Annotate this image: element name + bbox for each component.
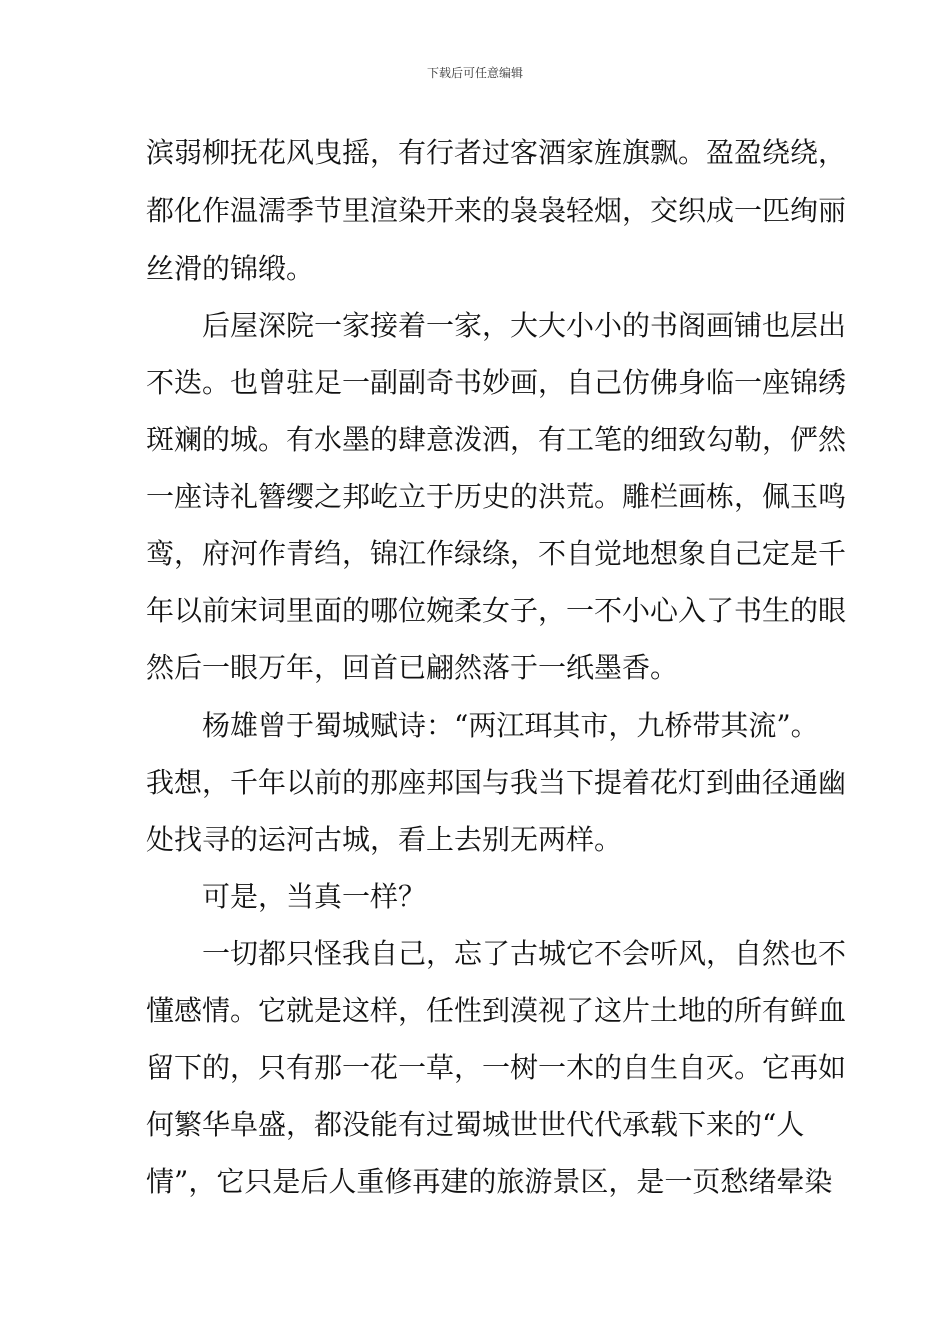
text-line-1: 滨弱柳抚花风曳摇，有行者过客酒家旌旗飘。盈盈绕绕， [146,136,847,169]
text-line-11: 杨雄曾于蜀城赋诗：“两江珥其市，九桥带其流”。 [146,709,819,742]
text-line-18: 何繁华阜盛，都没能有过蜀城世世代代承载下来的“人 [146,1108,805,1141]
text-line-13: 处找寻的运河古城，看上去别无两样。 [146,823,623,856]
text-line-12: 我想，千年以前的那座邦国与我当下提着花灯到曲径通幽 [146,766,847,799]
text-line-14: 可是，当真一样？ [146,880,427,913]
text-line-5: 不迭。也曾驻足一副副奇书妙画，自己仿佛身临一座锦绣 [146,366,847,399]
text-line-3: 丝滑的锦缎。 [146,252,315,285]
text-line-9: 年以前宋词里面的哪位婉柔女子，一不小心入了书生的眼 [146,594,847,627]
text-line-19: 情”，它只是后人重修再建的旅游景区，是一页愁绪晕染 [146,1165,833,1198]
text-line-10: 然后一眼万年，回首已翩然落于一纸墨香。 [146,651,679,684]
text-line-6: 斑斓的城。有水墨的肆意泼洒，有工笔的细致勾勒，俨然 [146,423,847,456]
text-line-17: 留下的，只有那一花一草，一树一木的自生自灭。它再如 [146,1051,847,1084]
text-line-8: 鸾，府河作青绉，锦江作绿绦，不自觉地想象自己定是千 [146,537,847,570]
text-line-7: 一座诗礼簪缨之邦屹立于历史的洪荒。雕栏画栋，佩玉鸣 [146,480,847,513]
page-header: 下载后可任意编辑 [426,66,523,80]
text-line-2: 都化作温濡季节里渲染开来的袅袅轻烟，交织成一匹绚丽 [146,194,847,227]
text-line-4: 后屋深院一家接着一家，大大小小的书阁画铺也层出 [146,309,847,342]
text-line-16: 懂感情。它就是这样，任性到漠视了这片土地的所有鲜血 [146,994,847,1027]
text-line-15: 一切都只怪我自己，忘了古城它不会听风，自然也不 [146,937,847,970]
